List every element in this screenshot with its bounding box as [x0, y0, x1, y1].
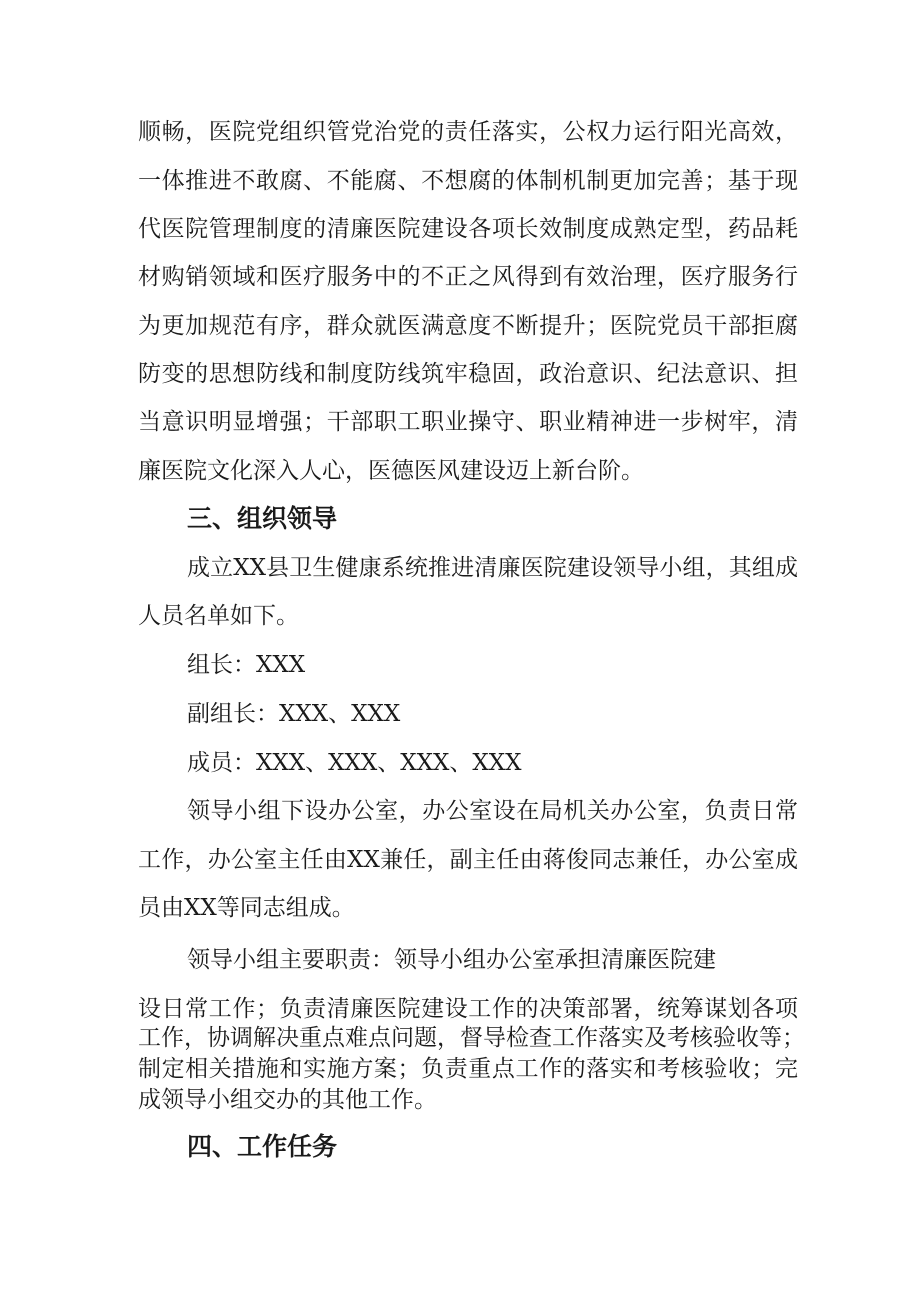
group-leader: 组长：XXX: [187, 652, 306, 678]
group-members: 成员：XXX、XXX、XXX、XXX: [187, 750, 522, 776]
group-vice-leader: 副组长：XXX、XXX: [187, 701, 401, 727]
para1-line-6: 防变的思想防线和制度防线筑牢稳固，政治意识、纪法意识、担: [138, 361, 798, 387]
para4-line-2: 设日常工作；负责清廉医院建设工作的决策部署，统筹谋划各项: [138, 996, 798, 1022]
para1-line-4: 材购销领域和医疗服务中的不正之风得到有效治理，医疗服务行: [138, 264, 798, 290]
para1-line-3: 代医院管理制度的清廉医院建设各项长效制度成熟定型，药品耗: [138, 216, 798, 242]
para3-line-1: 领导小组下设办公室，办公室设在局机关办公室，负责日常: [187, 798, 798, 824]
para3-line-2: 工作，办公室主任由XX兼任，副主任由蒋俊同志兼任，办公室成: [138, 847, 798, 873]
para4-line-5: 成领导小组交办的其他工作。: [138, 1087, 437, 1113]
para1-line-2: 一体推进不敢腐、不能腐、不想腐的体制机制更加完善；基于现: [138, 168, 798, 194]
para3-line-3: 员由XX等同志组成。: [138, 895, 355, 921]
para1-line-5: 为更加规范有序，群众就医满意度不断提升；医院党员干部拒腐: [138, 313, 798, 339]
para2-line-2: 人员名单如下。: [138, 603, 299, 629]
section-heading-3: 三、组织领导: [187, 504, 338, 533]
section-heading-4: 四、工作任务: [187, 1132, 338, 1161]
para1-line-7: 当意识明显增强；干部职工职业操守、职业精神进一步树牢，清: [138, 409, 798, 435]
para4-line-4: 制定相关措施和实施方案；负责重点工作的落实和考核验收；完: [138, 1056, 798, 1082]
para4-line-3: 工作，协调解决重点难点问题，督导检查工作落实及考核验收等；: [138, 1025, 805, 1051]
para4-line-1: 领导小组主要职责：领导小组办公室承担清廉医院建: [187, 947, 716, 973]
para2-line-1: 成立XX县卫生健康系统推进清廉医院建设领导小组，其组成: [187, 555, 798, 581]
para1-line-1: 顺畅，医院党组织管党治党的责任落实，公权力运行阳光高效，: [138, 119, 798, 145]
para1-line-8: 廉医院文化深入人心，医德医风建设迈上新台阶。: [138, 458, 644, 484]
